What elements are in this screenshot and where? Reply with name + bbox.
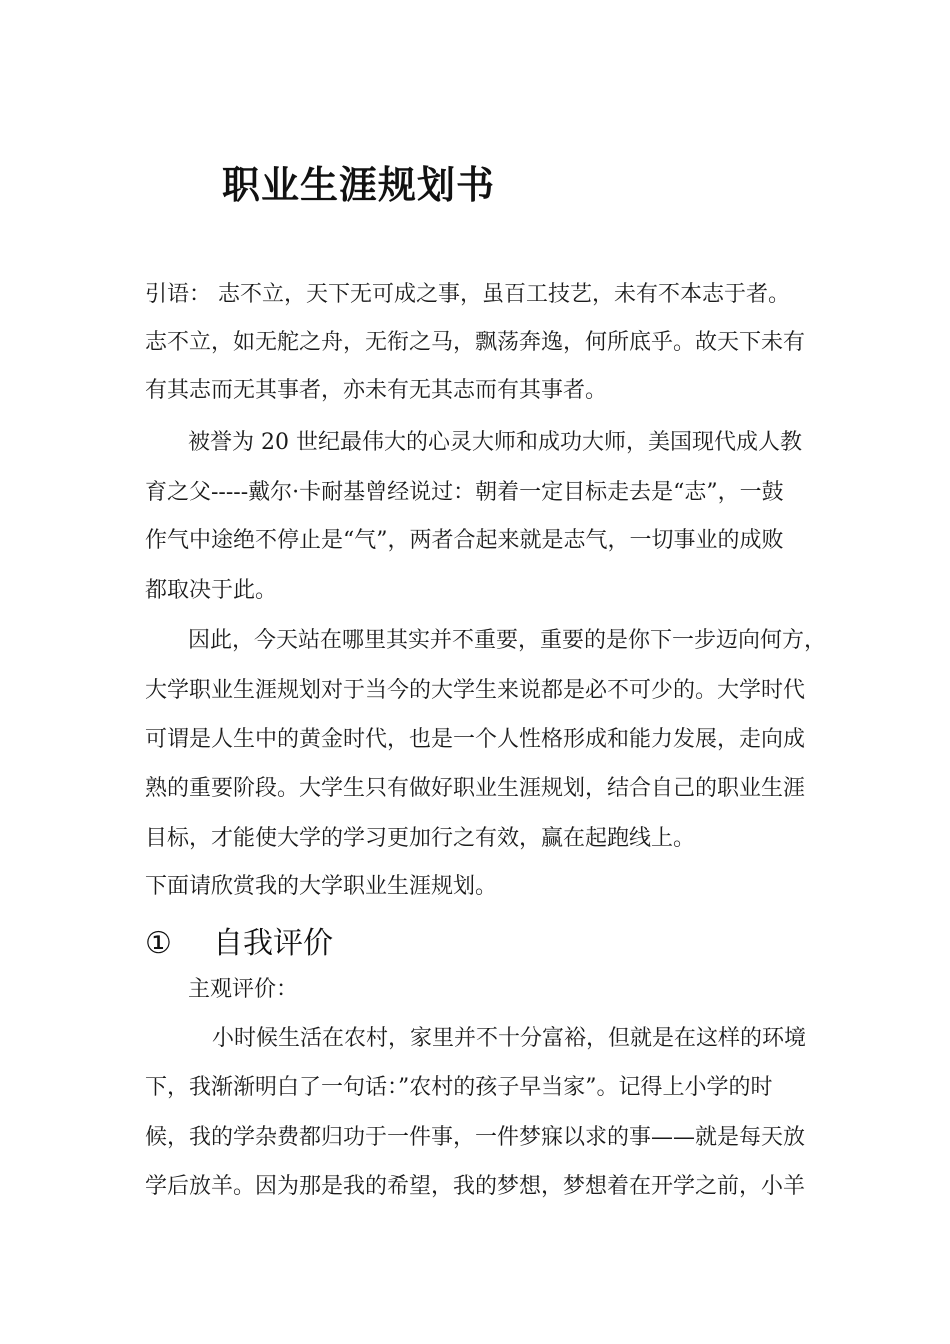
section-line-2: 下，我渐渐明白了一句话：”农村的孩子早当家”。记得上小学的时 [145, 1075, 773, 1100]
closing-line: 下面请欣赏我的大学职业生涯规划。 [145, 874, 498, 899]
section-number: ① [145, 926, 172, 961]
document-title: 职业生涯规划书 [222, 163, 496, 207]
para2-line-1: 被誉为 20 世纪最伟大的心灵大师和成功大师，美国现代成人教 [188, 430, 802, 455]
intro-line-3: 有其志而无其事者，亦未有无其志而有其事者。 [145, 378, 608, 403]
para3-line-1: 因此，今天站在哪里其实并不重要，重要的是你下一步迈向何方， [188, 628, 827, 653]
para3-line-5: 目标，才能使大学的学习更加行之有效，赢在起跑线上。 [145, 826, 696, 851]
para3-line-2: 大学职业生涯规划对于当今的大学生来说都是必不可少的。大学时代 [145, 678, 806, 703]
section-line-1: 小时候生活在农村，家里并不十分富裕，但就是在这样的环境 [212, 1026, 807, 1051]
section-line-4: 学后放羊。因为那是我的希望，我的梦想，梦想着在开学之前，小羊 [145, 1174, 806, 1199]
section-title: 自我评价 [213, 926, 333, 961]
section-heading [145, 918, 333, 962]
intro-line-2: 志不立，如无舵之舟，无衔之马，飘荡奔逸，何所底乎。故天下未有 [145, 330, 806, 355]
intro-line-1: 引语： 志不立，天下无可成之事，虽百工技艺，未有不本志于者。 [145, 282, 790, 307]
para2-line-3: 作气中途绝不停止是“气”，两者合起来就是志气，一切事业的成败 [145, 528, 784, 553]
para2-line-4: 都取决于此。 [145, 578, 278, 603]
para3-line-4: 熟的重要阶段。大学生只有做好职业生涯规划，结合自己的职业生涯 [145, 776, 806, 801]
section-line-3: 候，我的学杂费都归功于一件事，一件梦寐以求的事——就是每天放 [145, 1125, 806, 1150]
para2-line-2: 育之父-----戴尔·卡耐基曾经说过：朝着一定目标走去是“志”，一鼓 [145, 480, 784, 505]
para3-line-3: 可谓是人生中的黄金时代，也是一个人性格形成和能力发展，走向成 [145, 727, 806, 752]
subheading: 主观评价： [188, 977, 299, 1002]
